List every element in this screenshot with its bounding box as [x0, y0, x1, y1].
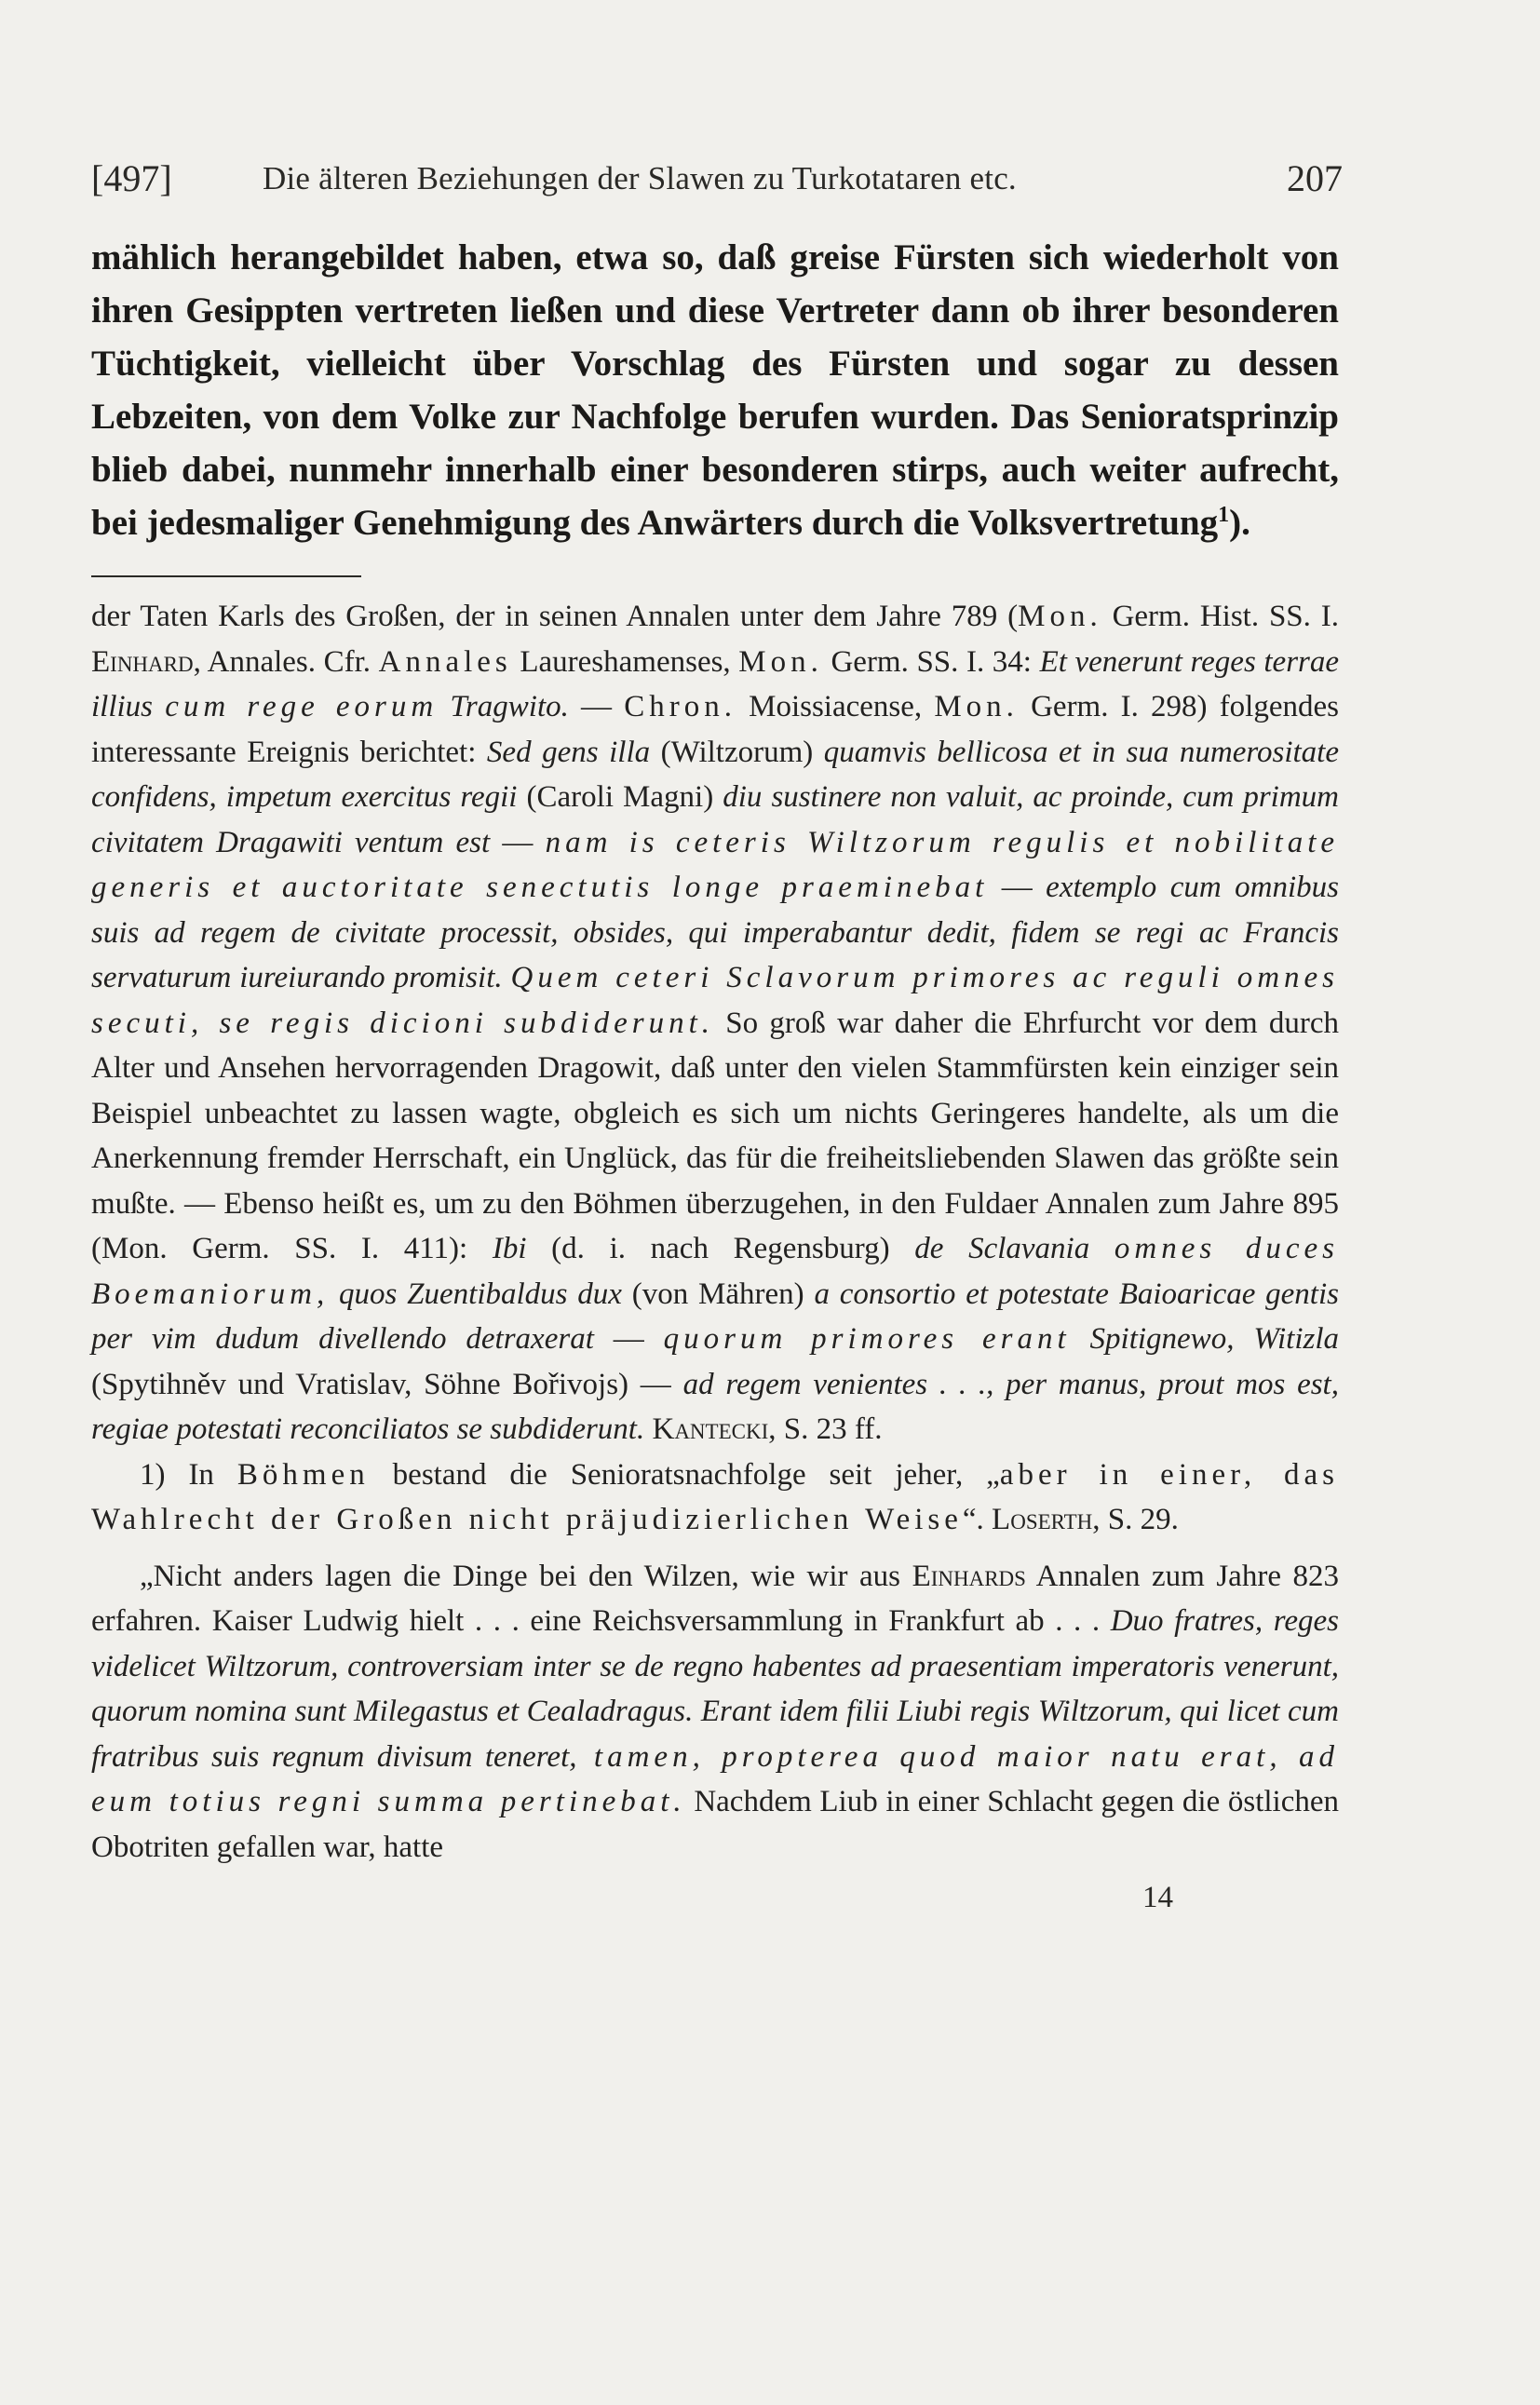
fn-latin: extemplo cum omnibus suis ad regem de civitate processit, obsides, qui imperabantur dedit, fidem se regi ac Francis servaturum iureiurando promisit.	[91, 871, 1339, 994]
fn-text: (d. i. nach Regensburg)	[526, 1232, 915, 1265]
fn-latin: Sed gens illa	[486, 735, 651, 769]
fn-latin: Tragwito.	[438, 690, 569, 723]
fn-text: (Caroli Magni)	[517, 780, 723, 814]
fn-text: So groß war daher die Ehrfurcht vor dem durch Alter und Ansehen hervorragenden Dragowit, daß unter den vielen Stammfürsten kein einziger sein Beispiel unbeachtet zu lassen wagte, obgleich es sich um nichts Geringeres handelte, als um die Anerkennung fremder Herrschaft, ein Unglück, das für die freiheitsliebenden Slawen das größte sein mußte. — Ebenso heißt es, um zu den Böhmen überzugehen, in den Fuldaer Annalen zum Jahre 895 (Mon. Germ. SS. I. 411):	[91, 1006, 1339, 1265]
page-reference: [497]	[91, 157, 172, 199]
fn-spaced: Mon.	[934, 690, 1019, 723]
fn-author: Kantecki	[652, 1412, 769, 1446]
fn-latin: quos Zuentibaldus dux	[329, 1277, 622, 1311]
book-page	[91, 156, 1343, 1921]
fn-latin: diu sustinere non valuit, ac proinde, cum primum civitatem Dragawiti ventum est	[91, 780, 1339, 859]
running-title: Die älteren Beziehungen der Slawen zu Turkotataren etc.	[263, 160, 1017, 196]
fn-text: , S. 23 ff.	[768, 1412, 883, 1446]
footnote-marker: 1	[1218, 503, 1230, 527]
main-paragraph	[91, 231, 1339, 549]
fn2-text: Annalen zum Jahre 823 erfahren. Kaiser Ludwig hielt . . . eine Reichsversammlung in Frankfurt ab . . .	[91, 1559, 1339, 1638]
fn1-quote: aber in einer, das Wahlrecht der Großen nicht präjudizierlichen Weise	[91, 1457, 1340, 1536]
running-header	[91, 156, 1343, 203]
fn-spaced: Mon.	[1018, 600, 1102, 633]
footnote-divider	[91, 575, 361, 577]
fn2-author: Einhards	[912, 1559, 1026, 1593]
fn-latin: Ibi	[492, 1232, 527, 1265]
fn1-text: , S. 29.	[1092, 1503, 1179, 1536]
fn-text: (Spytihněv und Vratislav, Söhne Bořivojs) —	[91, 1367, 683, 1401]
fn-text: —	[568, 690, 625, 723]
fn-text: Germ. Hist. SS. I.	[1101, 600, 1340, 633]
footnote-continuation	[91, 594, 1339, 1452]
signature-mark: 14	[1142, 1881, 1173, 1914]
fn1-spaced: Böhmen	[236, 1457, 370, 1492]
fn-text	[503, 961, 511, 994]
fn-text: Germ. I. 298) folgendes interessante Ereignis berichtet:	[91, 690, 1339, 769]
fn-text: der Taten Karls des Großen, der in seinen Annalen unter dem Jahre 789 (	[91, 600, 1019, 633]
fn-text: Moissiacense,	[736, 690, 935, 723]
footnote-1	[91, 1452, 1339, 1543]
fn-text: —	[490, 825, 546, 859]
fn-author: Einhard	[91, 644, 194, 679]
fn-text: —	[988, 871, 1047, 904]
fn1-text: “.	[962, 1503, 993, 1536]
page-number: 207	[1287, 157, 1343, 199]
fn-text: , Annales. Cfr.	[193, 644, 379, 679]
fn-latin-spaced: Quem ceteri Sclavorum primores ac reguli omnes secuti, se regis dicioni subdiderunt.	[91, 961, 1340, 1040]
main-paragraph-end: ).	[1229, 503, 1250, 543]
fn-text: —	[593, 1322, 664, 1356]
fn2-text: Nachdem Liub in einer Schlacht gegen die östlichen Obotriten gefallen war, hatte	[91, 1785, 1339, 1864]
fn-latin-spaced: nam is ceteris Wiltzorum regulis et nobilitate generis et auctoritate senectutis longe praeminebat	[91, 825, 1340, 904]
fn-latin-spaced: quorum primores erant	[663, 1322, 1071, 1356]
fn2-latin: Duo fratres, reges videlicet Wiltzorum, controversiam inter se de regno habentes ad praesentiam imperatoris venerunt, quorum nomina sunt Milegastus et Cealadragus. Erant idem filii Liubi regis Wiltzorum, qui licet cum fratribus suis regnum divisum teneret,	[91, 1604, 1339, 1774]
fn1-text: bestand die Senioratsnachfolge seit jeher, „	[369, 1457, 1000, 1492]
fn-text: Laureshamenses,	[511, 644, 739, 679]
fn-text: (von Mähren)	[621, 1277, 815, 1311]
fn-spaced: Mon.	[738, 644, 823, 679]
fn2-latin-spaced: tamen, propterea quod maior natu erat, ad eum totius regni summa pertinebat.	[91, 1739, 1339, 1818]
fn-text: (Wiltzorum)	[650, 735, 824, 769]
fn1-author: Loserth	[992, 1503, 1093, 1536]
fn-latin: a consortio et potestate Baioaricae gentis per vim dudum divellendo detraxerat	[91, 1277, 1339, 1356]
fn-latin-spaced: omnes duces Boemaniorum,	[91, 1232, 1339, 1311]
fn-latin-spaced: cum rege eorum	[165, 690, 439, 723]
fn-spaced: Chron.	[624, 690, 736, 723]
fn-latin: de Sclavania	[914, 1232, 1114, 1265]
fn-latin: ad regem venientes . . ., per manus, prout mos est, regiae potestati reconciliatos se subdiderunt.	[91, 1367, 1339, 1446]
footnotes	[91, 594, 1339, 1921]
fn-latin: Et venerunt reges terrae illius	[91, 644, 1340, 723]
main-text	[91, 231, 1339, 549]
fn-text: Germ. SS. I. 34:	[822, 644, 1040, 679]
fn-latin: quamvis bellicosa et in sua numerositate confidens, impetum exercitus regii	[91, 735, 1339, 814]
fn-spaced: Annales	[378, 644, 512, 679]
fn2-text: „Nicht anders lagen die Dinge bei den Wilzen, wie wir aus	[140, 1559, 912, 1593]
fn1-number: 1) In	[140, 1457, 237, 1492]
footnote-2	[91, 1554, 1339, 1871]
fn-latin: Spitignewo, Witizla	[1070, 1322, 1339, 1356]
main-paragraph-text: mählich herangebildet haben, etwa so, daß greise Fürsten sich wiederholt von ihren Gesippten vertreten ließen und diese Vertreter dann ob ihrer besonderen Tüchtigkeit, vielleicht über Vorschlag des Fürsten und sogar zu dessen Lebzeiten, von dem Volke zur Nachfolge berufen wurden. Das Senioratsprinzip blieb dabei, nunmehr innerhalb einer besonderen stirps, auch weiter aufrecht, bei jedesmaliger Genehmigung des Anwärters durch die Volksvertretung	[91, 237, 1339, 543]
